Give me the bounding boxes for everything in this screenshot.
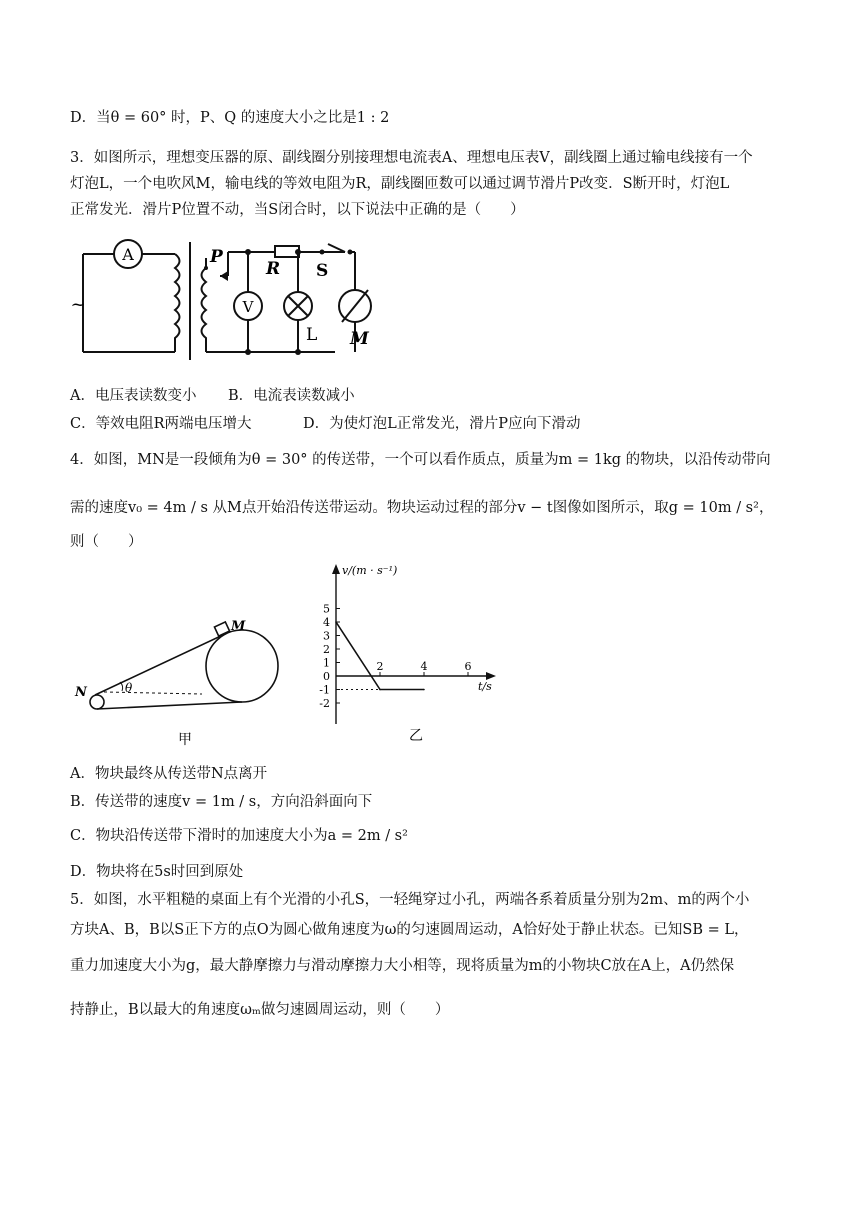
q4-option-c: C．物块沿传送带下滑时的加速度大小为a = 2m / s² [70, 828, 408, 844]
vt-y-tick-label: 2 [323, 643, 330, 656]
vt-y-tick-label: -1 [319, 683, 330, 697]
lamp-l-label: L [306, 325, 318, 345]
q5-stem-line-4: 持静止，B以最大的角速度ωₘ做匀速圆周运动，则（ ） [70, 1002, 450, 1018]
vt-y-tick-label: 4 [323, 616, 330, 629]
q4-stem-line-3: 则（ ） [70, 534, 143, 550]
slider-p-label: P [210, 247, 223, 267]
figure-a-caption: 甲 [178, 732, 192, 747]
q2-option-d: D．当θ = 60° 时，P、Q 的速度大小之比是1 : 2 [70, 110, 390, 126]
q3-stem-line-2: 灯泡L，一个电吹风M，输电线的等效电阻为R，副线圈匝数可以通过调节滑片P改变．S断开时，灯泡L [70, 176, 730, 192]
q4-figure-conveyor [70, 612, 290, 747]
conveyor-label-n: N [75, 685, 87, 700]
voltmeter-label: V [242, 298, 254, 316]
vt-x-tick-label: 6 [464, 660, 472, 673]
resistor-r-label: R [266, 259, 281, 279]
vt-x-tick-label: 4 [420, 660, 428, 673]
ac-source-label: ~ [70, 294, 86, 315]
q3-stem-line-1: 3．如图所示，理想变压器的原、副线圈分别接理想电流表A、理想电压表V，副线圈上通过输电线接有一个 [70, 150, 753, 166]
q3-option-a: A．电压表读数变小 [70, 388, 197, 404]
switch-s-label: S [316, 261, 329, 281]
figure-b-caption: 乙 [409, 728, 423, 744]
q5-stem-line-1: 5．如图，水平粗糙的桌面上有个光滑的小孔S，一轻绳穿过小孔，两端各系着质量分别为2m、m的两个小 [70, 892, 750, 908]
q3-circuit-diagram [70, 232, 380, 362]
vt-series-line [336, 622, 424, 690]
vt-y-tick-label: 3 [323, 629, 330, 643]
vt-x-axis-arrow [486, 672, 496, 680]
q4-option-d: D．物块将在5s时回到原处 [70, 864, 244, 880]
q4-stem-line-1: 4．如图，MN是一段倾角为θ = 30° 的传送带，一个可以看作质点，质量为m = 1kg 的物块，以沿传动带向 [70, 452, 771, 468]
q4-stem-line-2: 需的速度v₀ = 4m / s 从M点开始沿传送带运动。物块运动过程的部分v − t图像如图所示，取g = 10m / s²， [70, 500, 774, 516]
vt-y-tick-label: 0 [323, 670, 330, 683]
vt-x-axis-label: t/s [478, 680, 492, 693]
vt-data-point [379, 689, 381, 691]
q4-vt-graph [306, 558, 516, 748]
conveyor-label-theta: θ [125, 681, 133, 695]
ammeter-label: A [122, 245, 134, 264]
vt-data-point [335, 621, 337, 623]
q3-option-d: D．为使灯泡L正常发光，滑片P应向下滑动 [303, 416, 581, 432]
conveyor-label-m: M [231, 619, 246, 634]
vt-y-tick-label: 1 [323, 656, 330, 670]
q3-stem-line-3: 正常发光．滑片P位置不动，当S闭合时，以下说法中正确的是（ ） [70, 202, 525, 218]
vt-y-axis-label: v/(m · s⁻¹) [342, 564, 398, 577]
q5-stem-line-2: 方块A、B，B以S正下方的点O为圆心做角速度为ω的匀速圆周运动，A恰好处于静止状态。已知SB = L， [70, 922, 749, 938]
vt-y-tick-label: -2 [319, 697, 330, 710]
vt-y-axis-arrow [332, 564, 340, 574]
q3-option-c: C．等效电阻R两端电压增大 [70, 416, 252, 432]
q5-stem-line-3: 重力加速度大小为g，最大静摩擦力与滑动摩擦力大小相等，现将质量为m的小物块C放在A上，A仍然保 [70, 958, 735, 974]
q3-option-b: B．电流表读数减小 [228, 388, 355, 404]
motor-m-label: M [350, 329, 369, 349]
q4-option-a: A．物块最终从传送带N点离开 [70, 766, 268, 782]
vt-data-point [423, 689, 425, 691]
vt-y-tick-label: 5 [323, 602, 330, 616]
vt-x-tick-label: 2 [376, 660, 384, 673]
q4-option-b: B．传送带的速度v = 1m / s，方向沿斜面向下 [70, 794, 373, 810]
